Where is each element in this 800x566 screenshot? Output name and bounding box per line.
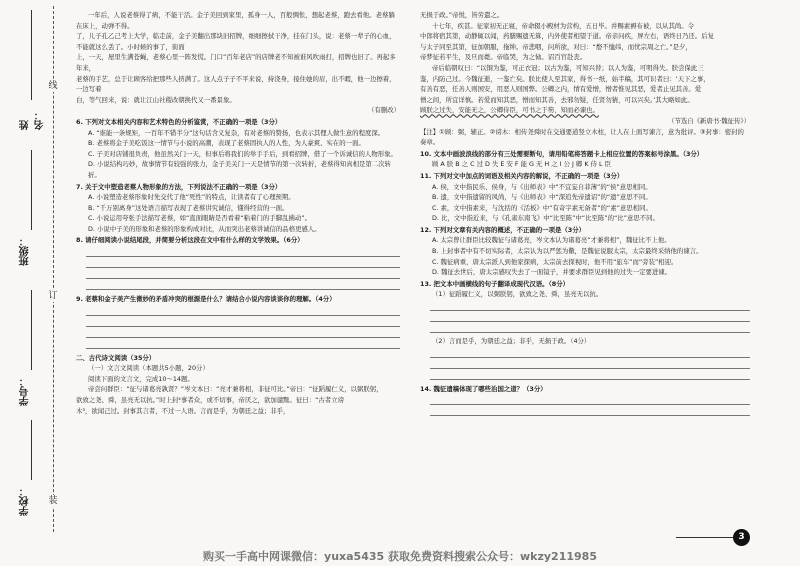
question-8: 8. 请仔细阅读小说结尾段，并简要分析这段在文中有什么样的文学效果。（6分） — [76, 236, 304, 245]
story-line: 老蔡的手艺，总于让顾客给把那些人挤满了。这人点子子不平来说，持浇身，接住她的眉，出不暇，他一边擦着，一边写着 — [76, 74, 396, 94]
binding-margin — [0, 0, 64, 538]
school-field[interactable] — [4, 420, 44, 540]
question-7: 7. 关于文中塑造老蔡人物形象的方法，下列说法不正确的一项是（3分） — [76, 182, 282, 191]
student-id-field[interactable] — [4, 290, 44, 410]
story-line: 了，儿子孔乙己考上大学，临走前，金子美翻出那块旧招牌，细细擦拭干净，挂在门头，说：老蔡一辈子的心血，不能就这么丢了。小时候的事了，街面 — [76, 32, 396, 51]
classical-line: 鉴，内防己过。今魏征逝，一鉴亡矣。朕比使人至其家，得书一纸，始半稿，其可识者曰：‘天下之事， — [420, 74, 710, 83]
option-a[interactable]: A. 侯，文中指民乐、侯身，与《出师表》中“不宜妄自菲薄”的“侯”意思相同。 — [432, 182, 652, 191]
option-d[interactable]: D. 魏征去世后，唐太宗感叹失去了一面镜子，并要求群臣见到他的过失一定要进谏。 — [432, 268, 672, 277]
classical-line: 欲致之尧、舜，虽亮无以抗。”时上封²事者众，或不切事，帝厌之，欲加谴黜。征曰：“古者立谤 — [76, 396, 344, 405]
answer-line[interactable] — [86, 338, 400, 349]
option-d[interactable]: D. 小说中子美的形象和老蔡的形象构成对比，从而突出老蔡讲诚信的品格更感人。 — [88, 224, 321, 233]
classical-line: 与太子同至其第，征加朝服，拖绅。帝悲咽，问所欲，对曰：“嫠不恤纬，而忧宗周之亡。”是夕， — [420, 42, 692, 51]
story-text — [76, 10, 400, 105]
answer-line[interactable] — [86, 316, 400, 327]
question-14: 14. 魏征遗稿体现了哪些治国之道？（3分） — [420, 384, 547, 393]
classical-line: 中郎将宿其第，动静辄以闻，药膳赐遗无算，内外使者相望于道。帝亲问疾，屏左右，语终日乃还。后复 — [420, 32, 714, 41]
right-column — [420, 10, 750, 416]
class-label: 班级： — [20, 236, 31, 266]
answer-line[interactable] — [430, 405, 750, 416]
answer-line[interactable] — [86, 268, 400, 279]
option-b[interactable]: B. 上封事者中有不切实际者，太宗认为以严惩为儆，是魏征说服太宗，太宗最终采纳他的谏言。 — [432, 247, 703, 256]
student-id-label: 学号： — [20, 376, 31, 406]
punctuation-choices[interactable]: 顾 A 朕 B 之 C 过 D 失 E 安 F 能 G 无 H 之 I 公 J 卿 K 侍 L 臣 — [432, 160, 611, 169]
answer-line[interactable] — [86, 327, 400, 338]
option-a[interactable]: A. 太宗曾让群臣比较魏征与诸葛亮，岑文本认为诸葛亮“才兼将相”，魏征比不上他。 — [432, 236, 671, 245]
answer-line[interactable] — [430, 369, 750, 380]
sentence-1: （1）征蹈履仁义，以弼朕躬，欲致之尧、舜，虽亮无以抗。 — [432, 290, 603, 299]
option-c[interactable]: C. 小说运用夸张手法描写老蔡，如“直面眼睛是否看着“粘着门的手脚乱拂动”。 — [88, 214, 311, 223]
page-number-bar — [676, 537, 736, 538]
question-10: 10. 文本中画波浪线的部分有三处需要断句，请用铅笔将答题卡上相应位置的答案标号涂黑。（3分） — [420, 149, 704, 158]
classical-line: 木³，欲闻己过。封事其言者，不过一人语。言而是乎，为朝廷之益；非乎， — [76, 406, 290, 415]
option-d[interactable]: D. 比，文中指近来，与《孔雀东南飞》中“比至陈”中“比至陈”的“比”意思不同。 — [432, 214, 659, 223]
answer-line[interactable] — [86, 246, 400, 257]
name-field[interactable] — [4, 10, 44, 130]
story-line: 一年后，人说老蔡得了病，不能干活。金子美回到家里，孤身一人，百般惆怅，想起老蔡，跑去看他。老蔡躺在床上，动弹不得。 — [76, 11, 395, 30]
classical-line: 有善有恶，任善人则国安，用恶人则国弊。公卿之内，情有爱憎，憎者惟见其恶，爱者止见其善。爱 — [420, 85, 702, 94]
section-heading: 二、古代诗文阅读（35分） — [76, 353, 156, 362]
option-a[interactable]: A. 小说塑造老蔡形象时先交代了他“死性”的特点，让读者有了心理预期。 — [88, 193, 295, 202]
story-line: 上，一天，屋里生满苍蝇，老蔡心里一阵发慌。门口“百年老店”的店牌老不知被谁风吹雨打，招牌也旧了。再起多年来， — [76, 53, 396, 72]
class-field[interactable] — [4, 150, 44, 270]
classical-line: 十七年，疾甚。征家初无正寝，帝命辍小殿材为营构，五日毕。并赐素褥布被，以从其尚。令 — [432, 21, 695, 30]
classical-line: 帝梦征若平生，及旦而薨。帝临哭，为之恸。诏百官赴丧。 — [420, 53, 587, 62]
margin-word: 订 — [48, 291, 58, 301]
classical-line: 帝尝问群臣：“征与诸葛亮孰贤？”岑文本曰：“亮才兼将相，非征可比。”帝曰：“征蹈履仁义，以弼朕躬， — [88, 385, 383, 394]
question-6: 6. 下列对文本相关内容和艺术特色的分析鉴赏，不正确的一项是（3分） — [76, 117, 282, 126]
answer-line[interactable] — [86, 305, 400, 316]
answer-line[interactable] — [430, 358, 750, 369]
question-12: 12. 下列对文章有关内容的概述，不正确的一项是（3分） — [420, 225, 585, 234]
source-note: （有删改） — [368, 106, 400, 115]
option-c[interactable]: C. 素，文中指素来，与沈括的《活板》中“有奇字素无备者”的“素”意思相同。 — [432, 203, 652, 212]
classical-line: 无损于政。”帝悦，皆劳遣之。 — [420, 11, 504, 19]
answer-line[interactable] — [430, 394, 750, 405]
classical-line: 帝后临朝叹曰：“以铜为鉴，可正衣冠；以古为鉴，可知兴替；以人为鉴，可明得失。朕尝保此三 — [432, 63, 704, 72]
left-column — [76, 10, 400, 416]
answer-line[interactable] — [86, 257, 400, 268]
school-label: 学校： — [20, 486, 31, 516]
question-13: 13. 把文本中画横线的句子翻译成现代汉语。（8分） — [420, 279, 569, 288]
option-b[interactable]: B. 老蔡将金子美吃饭这一情节与小说的高潮，表现了老蔡固执人的人性，为人豪爽、实在的一面。 — [88, 139, 365, 148]
story-line: 白，等气回来，说：就让江山社稷改朝换代又一番景象。 — [76, 95, 236, 104]
option-b[interactable]: B. “千万别离身”这处语言描写表现了老蔡讲究诚信，懂得经营的一面。 — [88, 203, 289, 212]
sentence-2: （2）言而是乎，为朝廷之益；非乎，无损于政。（4分） — [432, 337, 591, 346]
option-c[interactable]: C. 魏征病重，唐太宗派人到他家探病，太宗前去探视时，他不用“旅车”而“旁装”相迎。 — [432, 257, 678, 266]
footer-watermark: 购买一手高中网课微信：yuxa5435 获取免费资料搜索公众号：wkzy211985 — [203, 550, 597, 563]
margin-word: 线 — [48, 81, 58, 91]
answer-line[interactable] — [430, 322, 750, 333]
option-a[interactable]: A. “谁能一条规矩，一百年不错半分”这句话含义复杂，有对老蔡的赞扬，也表示其俚人做生意的程度深。 — [88, 128, 385, 137]
answer-line[interactable] — [430, 300, 750, 311]
option-b[interactable]: B. 遗，文中指遗留的风尚，与《出师表》中“深追先帝遗诏”的“遗”意思不同。 — [432, 193, 652, 202]
page-number: 3 — [733, 529, 750, 546]
classical-line: 憎之间，所宜详慎。若爱而知其恶，憎而知其善，去邪勿疑，任贤勿猜，可以兴矣。’其大略如此。 — [420, 95, 694, 104]
margin-word: 装 — [48, 496, 58, 506]
source-note: （节选自《新唐书·魏征传》） — [668, 116, 750, 125]
wavy-underlined-line: 顾朕之过失，安能无之，公卿侍臣，可书之于笏，知而必谏也。 — [420, 106, 599, 115]
instruction: 阅读下面的文言文，完成10～14题。 — [88, 374, 194, 383]
annotation-note: 【注】①顾：弼，辅正。②谤木：相传尧舜时在交通要道竖立木柱，让人在上面写谏言，意为批评。③封事：密封的奏章。 — [420, 127, 744, 147]
answer-line[interactable] — [430, 347, 750, 358]
name-label: 姓名： — [20, 110, 46, 130]
option-c[interactable]: C. 子美对店铺很负责，他虽然关门一天，但事后将我们的举手手后，到看招牌，借了一个诉诚信的人物形象。 — [88, 149, 397, 158]
option-d[interactable]: D. 小说结构巧妙，故事情节有较强的张力，金子美关门一天是情节的第一次转折，老蔡得知真相是第二次转折。 — [88, 160, 391, 179]
subsection-heading: （一）文言文阅读（本题共5小题，20分） — [88, 364, 209, 373]
question-9: 9. 老蔡和金子美产生微妙的矛盾冲突的根源是什么？请结合小说内容谈谈你的理解。（4分） — [76, 295, 336, 304]
question-11: 11. 下列对文中加点的词语及相关内容的解说，不正确的一项是（3分） — [420, 171, 624, 180]
answer-line[interactable] — [430, 311, 750, 322]
answer-line[interactable] — [86, 279, 400, 290]
